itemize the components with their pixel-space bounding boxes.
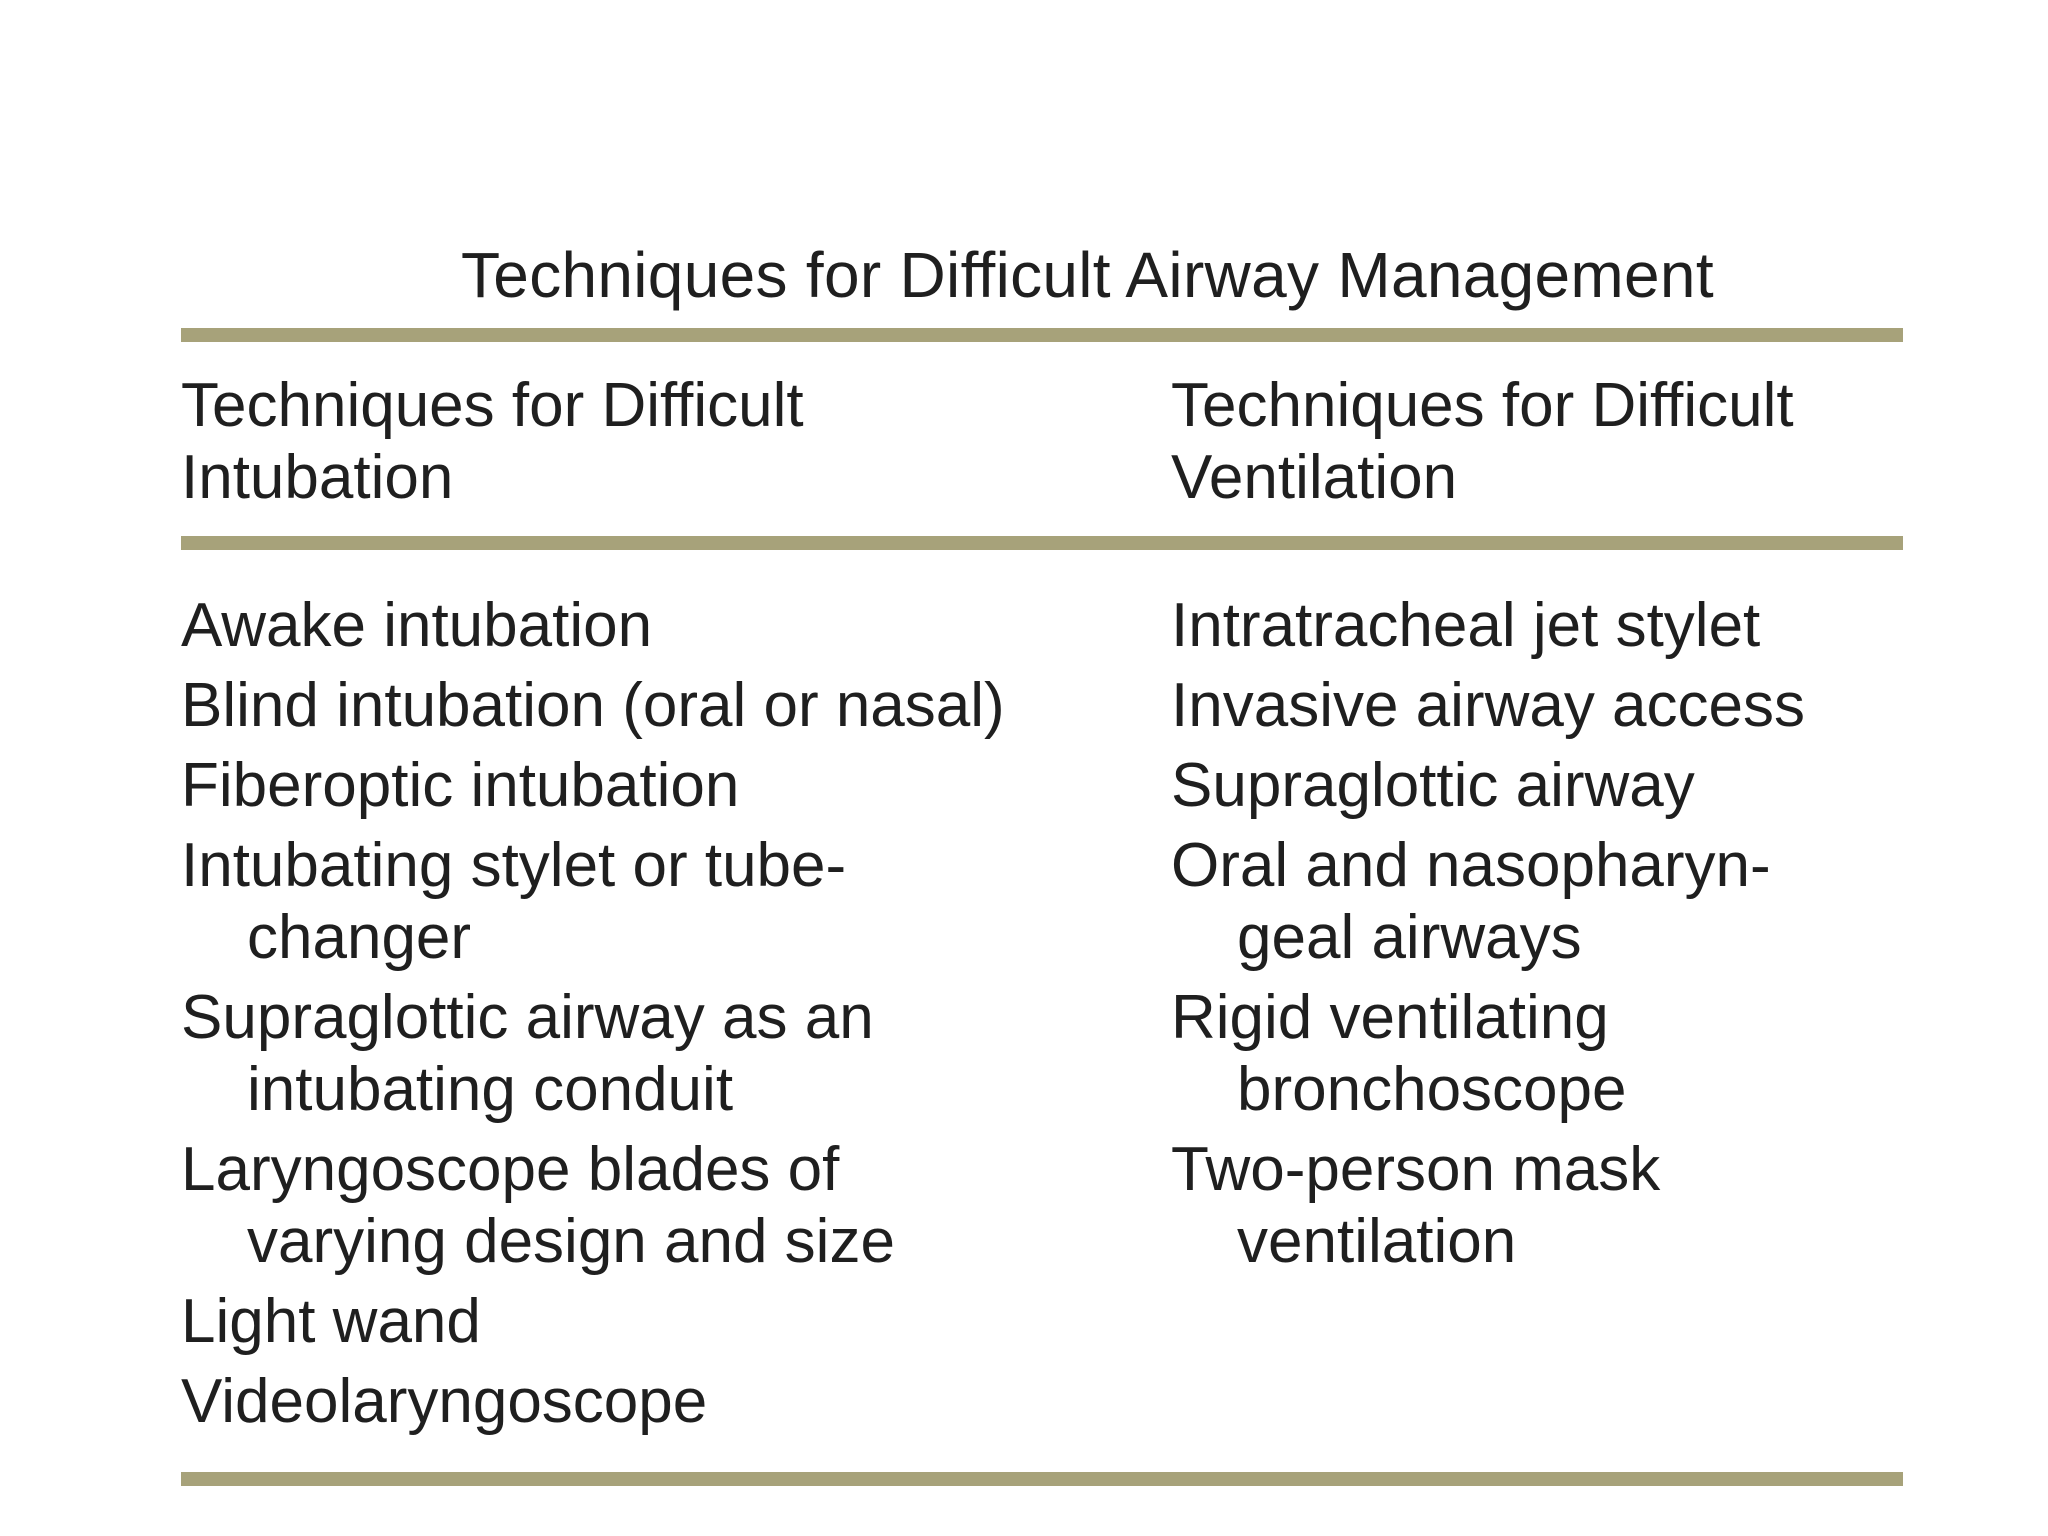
column-header-intubation-cell [181,370,1171,514]
column-header-ventilation-cell [1171,370,1903,514]
ventilation-column [1171,590,1937,1446]
list-item-ventilation: Supraglottic airway [1171,751,1695,820]
bottom-rule [181,1472,1903,1486]
list-item-ventilation: Rigid ventilating bronchoscope [1171,983,1627,1124]
list-item-intubation: Awake intubation [181,591,653,660]
list-item-ventilation: Invasive airway access [1171,671,1806,740]
list-item-intubation: Supraglottic airway as an intubating conduit [181,983,874,1124]
list-item-intubation: Blind intubation (oral or nasal) [181,671,1005,740]
list-item-ventilation: Oral and nasopharyn-geal airways [1171,831,1771,972]
table-body-row [181,550,1903,1472]
header-rule [181,536,1903,550]
list-item-intubation: Intubating stylet or tube-changer [181,831,847,972]
column-header-intubation: Techniques for Difficult Intubation [181,371,804,512]
list-item-intubation: Fiberoptic intubation [181,751,740,820]
list-item-intubation: Light wand [181,1287,481,1356]
airway-techniques-table [181,236,1903,1486]
list-item-intubation: Videolaryngoscope [181,1367,708,1436]
list-item-ventilation: Two-person mask ventilation [1171,1135,1661,1276]
top-rule [181,328,1903,342]
ventilation-list [1171,590,1937,1278]
list-item-ventilation: Intratracheal jet stylet [1171,591,1761,660]
column-header-ventilation: Techniques for Difficult Ventilation [1171,371,1794,512]
intubation-list [181,590,1171,1438]
column-header-row [181,342,1903,536]
list-item-intubation: Laryngoscope blades of varying design and size [181,1135,895,1276]
intubation-column [181,590,1171,1446]
table-title: Techniques for Difficult Airway Management [461,239,1714,311]
